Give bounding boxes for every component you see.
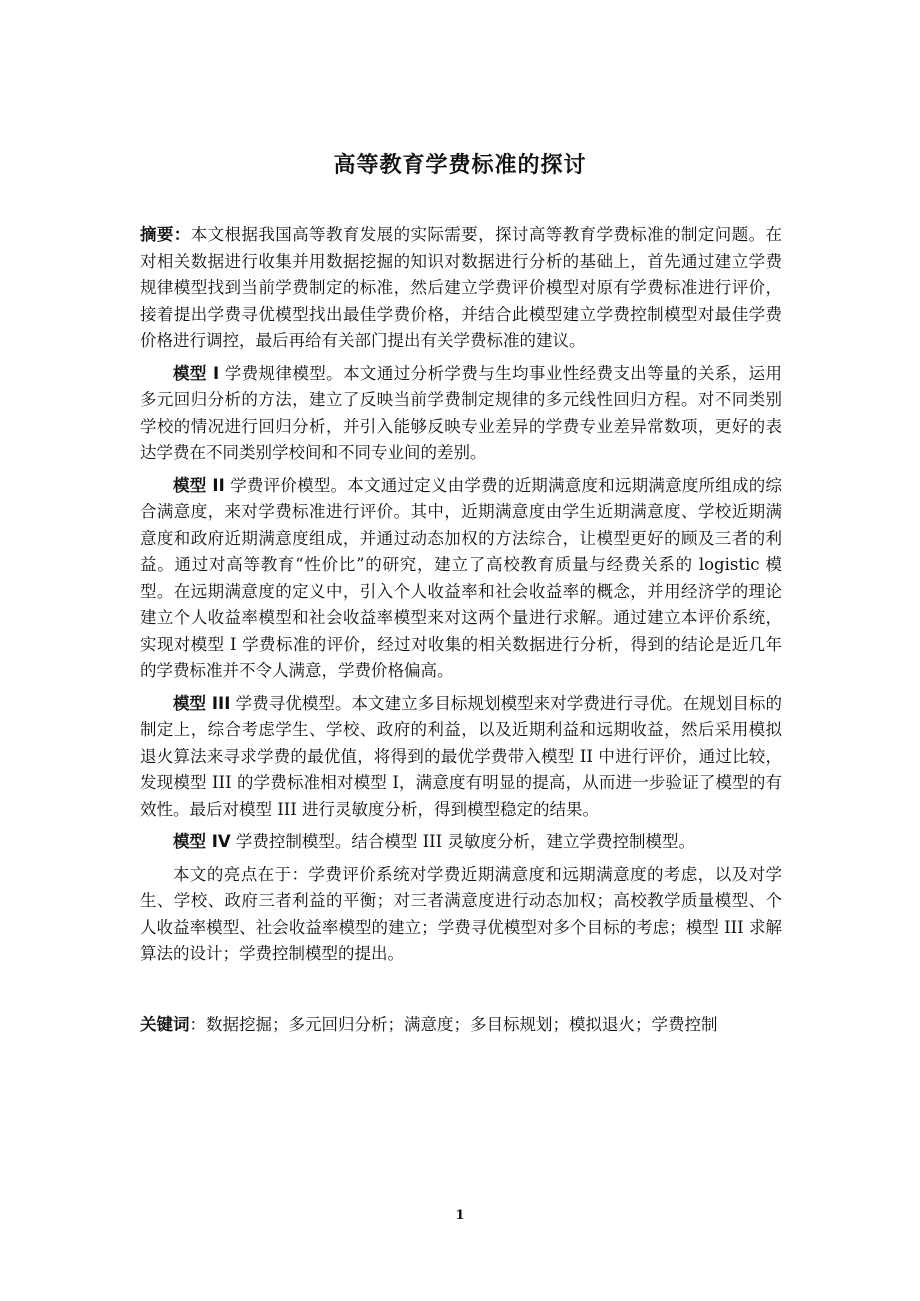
page-title: 高等教育学费标准的探讨 [333,153,587,178]
abstract-body [140,222,782,974]
highlights-text: 本文的亮点在于：学费评价系统对学费近期满意度和远期满意度的考虑，以及对学生、学校、政府三者利益的平衡；对三者满意度进行动态加权；高校教学质量模型、个人收益率模型、社会收益率模型的建立；学费寻优模型对多个目标的考虑；模型 III 求解算法的设计；学费控制模型的提出。 [140,864,782,963]
keywords-line [140,1012,800,1038]
highlights-paragraph [140,862,782,968]
page-number: 1 [455,1208,465,1223]
model-4-label: 模型 IV [173,832,231,851]
model-2-paragraph [140,473,782,685]
keywords-label: 关键词 [140,1015,190,1034]
model-3-paragraph [140,691,782,824]
model-2-text: 学费评价模型。本文通过定义由学费的近期满意度和远期满意度所组成的综合满意度，来对学费标准进行评价。其中，近期满意度由学生近期满意度、学校近期满意度和政府近期满意度组成，并通过动态加权的方法综合，让模型更好的顾及三者的利益。通过对高等教育“性价比”的研究，建立了高校教育质量与经费关系的 logistic 模型。在远期满意度的定义中，引入个人收益率和社会收益率的概念，并用经济学的理论建立个人收益率模型和社会收益率模型来对这两个量进行求解。通过建立本评价系统，实现对模型 I 学费标准的评价，经过对收集的相关数据进行分析，得到的结论是近几年的学费标准并不令人满意，学费价格偏高。 [140,475,782,680]
model-1-text: 学费规律模型。本文通过分析学费与生均事业性经费支出等量的关系，运用多元回归分析的方法，建立了反映当前学费制定规律的多元线性回归方程。对不同类别学校的情况进行回归分析，并引入能够反映专业差异的学费专业差异常数项，更好的表达学费在不同类别学校间和不同专业间的差别。 [140,363,783,462]
abstract-paragraph [140,222,782,355]
keywords-text: ：数据挖掘；多元回归分析；满意度；多目标规划；模拟退火；学费控制 [189,1015,718,1034]
abstract-label: 摘要： [140,225,191,244]
abstract-text: 本文根据我国高等教育发展的实际需要，探讨高等教育学费标准的制定问题。在对相关数据进行收集并用数据挖掘的知识对数据进行分析的基础上，首先通过建立学费规律模型找到当前学费制定的标准，然后建立学费评价模型对原有学费标准进行评价，接着提出学费寻优模型找出最佳学费价格，并结合此模型建立学费控制模型对最佳学费价格进行调控，最后再给有关部门提出有关学费标准的建议。 [140,225,783,350]
model-4-paragraph [140,829,782,856]
model-1-label: 模型 I [173,363,220,383]
model-4-text: 学费控制模型。结合模型 III 灵敏度分析，建立学费控制模型。 [230,832,695,851]
model-1-paragraph [140,361,782,467]
model-3-text: 学费寻优模型。本文建立多目标规划模型来对学费进行寻优。在规划目标的制定上，综合考虑学生、学校、政府的利益，以及近期利益和远期收益，然后采用模拟退火算法来寻求学费的最优值，将得到的最优学费带入模型 II 中进行评价，通过比较，发现模型 III 的学费标准相对模型 I，满意度有明显的提高，从而进一步验证了模型的有效性。最后对模型 III 进行灵敏度分析，得到模型稳定的结果。 [140,693,782,819]
model-2-label: 模型 II [173,475,225,495]
model-3-label: 模型 III [173,693,231,713]
